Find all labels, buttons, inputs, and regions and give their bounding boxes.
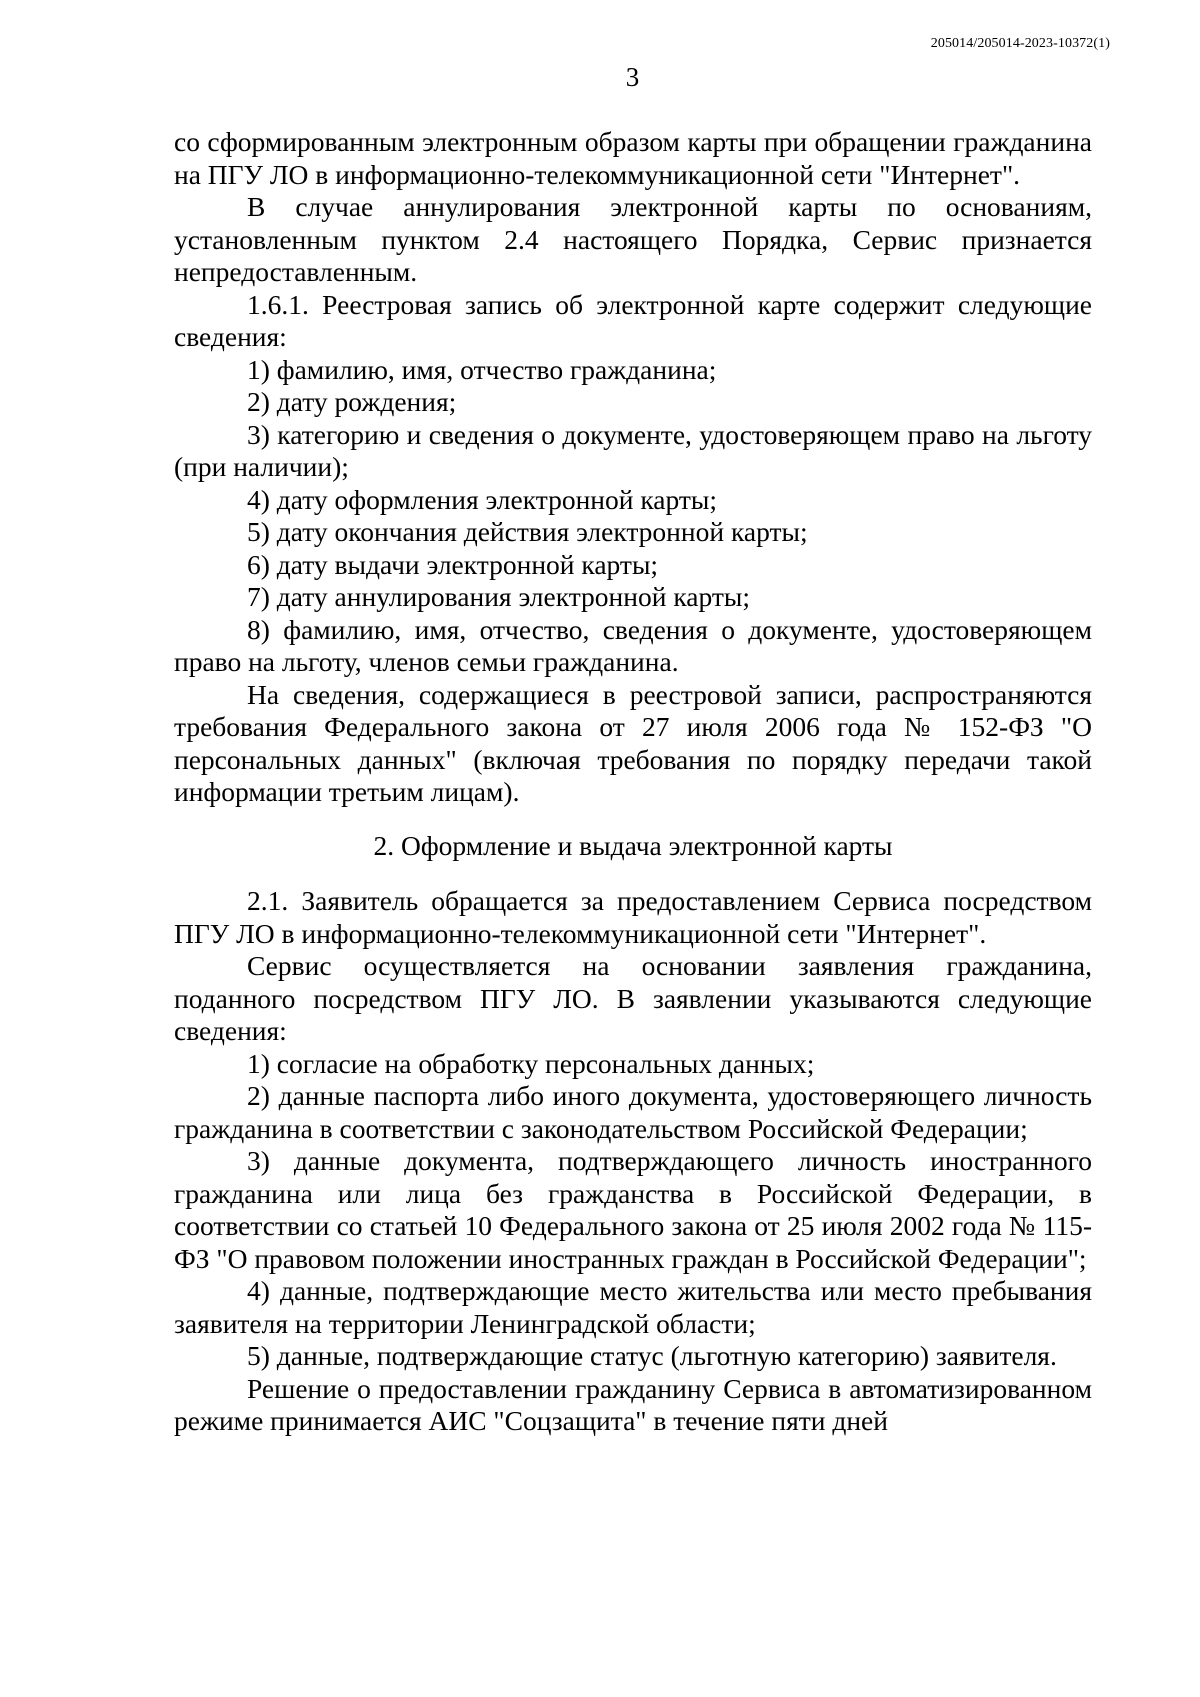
paragraphs-bottom bbox=[174, 885, 1092, 1438]
document-body bbox=[174, 126, 1092, 1438]
paragraph: 1) фамилию, имя, отчество гражданина; bbox=[247, 353, 717, 385]
paragraph: В случае аннулирования электронной карты по основаниям, установленным пунктом 2.4 настоящего Порядка, Сервис признается непредоставленным. bbox=[174, 191, 1092, 287]
paragraph: Сервис осуществляется на основании заявления гражданина, поданного посредством ПГУ ЛО. В заявлении указываются следующие сведения: bbox=[174, 950, 1092, 1046]
paragraph: 7) дату аннулирования электронной карты; bbox=[247, 581, 750, 612]
paragraph: 5) дату окончания действия электронной карты; bbox=[247, 516, 808, 547]
paragraph: 1.6.1. Реестровая запись об электронной карте содержит следующие сведения: bbox=[174, 288, 1092, 352]
paragraph: 1) согласие на обработку персональных данных; bbox=[247, 1047, 815, 1079]
page-number: 3 bbox=[625, 62, 640, 92]
document-id: 205014/205014-2023-10372(1) bbox=[930, 36, 1110, 51]
paragraph: 3) данные документа, подтверждающего личность иностранного гражданина или лица без гражданства в Российской Федерации, в соответствии со статьей 10 Федерального закона от 25 июля 2002 года № 115-ФЗ "О правовом положении иностранных граждан в Российской Федерации"; bbox=[174, 1145, 1092, 1274]
paragraph: 5) данные, подтверждающие статус (льготную категорию) заявителя. bbox=[247, 1340, 1057, 1371]
paragraphs-top bbox=[174, 126, 1092, 809]
paragraph: 2.1. Заявитель обращается за предоставлением Сервиса посредством ПГУ ЛО в информационно-телекоммуникационной сети "Интернет". bbox=[174, 885, 1092, 949]
paragraph: 2) данные паспорта либо иного документа, удостоверяющего личность гражданина в соответствии с законодательством Российской Федерации; bbox=[174, 1080, 1092, 1144]
paragraph: 4) дату оформления электронной карты; bbox=[247, 483, 718, 515]
paragraph: Решение о предоставлении гражданину Сервиса в автоматизированном режиме принимается АИС "Соцзащита" в течение пяти дней bbox=[174, 1372, 1092, 1436]
paragraph: 3) категорию и сведения о документе, удостоверяющем право на льготу (при наличии); bbox=[174, 418, 1092, 482]
paragraph: со сформированным электронным образом карты при обращении гражданина на ПГУ ЛО в информационно-телекоммуникационной сети "Интернет". bbox=[174, 126, 1092, 190]
paragraph: 4) данные, подтверждающие место жительства или место пребывания заявителя на территории Ленинградской области; bbox=[174, 1275, 1092, 1339]
paragraph: 8) фамилию, имя, отчество, сведения о документе, удостоверяющем право на льготу, членов семьи гражданина. bbox=[174, 613, 1092, 677]
section-heading: 2. Оформление и выдача электронной карты bbox=[373, 829, 893, 861]
paragraph: 2) дату рождения; bbox=[247, 386, 457, 417]
paragraph: 6) дату выдачи электронной карты; bbox=[247, 548, 659, 580]
paragraph: На сведения, содержащиеся в реестровой записи, распространяются требования Федерального закона от 27 июля 2006 года № 152-ФЗ "О персональных данных" (включая требования по порядку передачи такой информации третьим лицам). bbox=[174, 678, 1092, 807]
